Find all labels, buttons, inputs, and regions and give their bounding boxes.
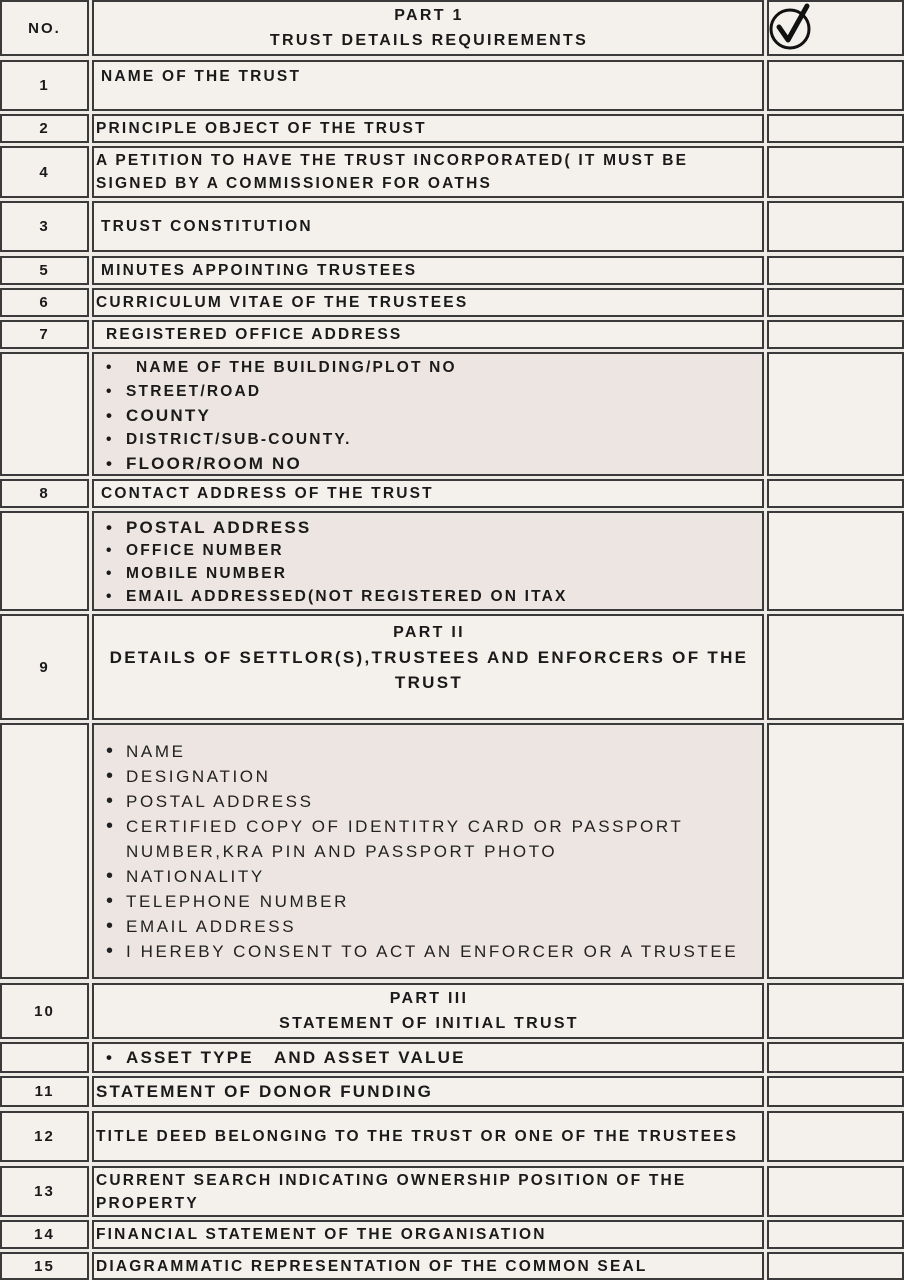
row-description (92, 60, 764, 111)
row-no-empty (0, 352, 89, 476)
office-address-list-cell (92, 352, 764, 476)
check-box[interactable] (767, 60, 904, 111)
check-box[interactable] (767, 983, 904, 1039)
row-description (92, 256, 764, 285)
header-check-cell (767, 0, 904, 56)
list-item: • FLOOR/ROOM NO (96, 452, 457, 476)
row-no (0, 288, 89, 317)
check-box[interactable] (767, 1252, 904, 1280)
row-text: REGISTERED OFFICE ADDRESS (106, 326, 403, 343)
list-item: • COUNTY (96, 404, 457, 428)
row-no-empty (0, 511, 89, 611)
check-box[interactable] (767, 256, 904, 285)
row-number: 14 (34, 1226, 55, 1243)
list-item: • DESIGNATION (96, 764, 762, 789)
row-number: 4 (39, 163, 50, 181)
list-item: • POSTAL ADDRESS (96, 789, 762, 814)
header-no-cell (0, 0, 89, 56)
row-no-empty (0, 723, 89, 979)
row-no (0, 201, 89, 252)
list-item: • OFFICE NUMBER (96, 539, 568, 562)
row-no (0, 114, 89, 143)
list-item: • NAME OF THE BUILDING/PLOT NO (96, 356, 457, 380)
row-number: 9 (39, 658, 50, 676)
check-box[interactable] (767, 1220, 904, 1249)
list-item: • EMAIL ADDRESS (96, 914, 762, 939)
check-box[interactable] (767, 479, 904, 508)
row-number: 3 (39, 218, 50, 235)
header-no-label: NO. (28, 19, 61, 37)
row-no (0, 1111, 89, 1162)
row-number: 10 (34, 1002, 55, 1020)
row-no (0, 1220, 89, 1249)
list-item: • CERTIFIED COPY OF IDENTITRY CARD OR PASSPORT NUMBER,KRA PIN AND PASSPORT PHOTO (96, 814, 762, 864)
row-number: 1 (39, 77, 50, 94)
list-item: • I HEREBY CONSENT TO ACT AN ENFORCER OR A TRUSTEE (96, 939, 762, 964)
row-description (92, 479, 764, 508)
row-description (92, 1220, 764, 1249)
row-text: MINUTES APPOINTING TRUSTEES (101, 262, 418, 279)
row-text: CURRENT SEARCH INDICATING OWNERSHIP POSITION OF THE PROPERTY (96, 1171, 687, 1212)
row-description (92, 201, 764, 252)
check-box[interactable] (767, 201, 904, 252)
check-box[interactable] (767, 1111, 904, 1162)
row-description (92, 1252, 764, 1280)
row-description (92, 1166, 764, 1217)
part-two-subtitle: DETAILS OF SETTLOR(S),TRUSTEES AND ENFORCERS OF THE TRUST (109, 648, 749, 692)
contact-address-list (96, 513, 568, 608)
check-circle-icon (769, 2, 815, 52)
check-box[interactable] (767, 1042, 904, 1073)
check-box[interactable] (767, 352, 904, 476)
part-subtitle: TRUST DETAILS REQUIREMENTS (269, 32, 589, 49)
row-text: TITLE DEED BELONGING TO THE TRUST OR ONE OF THE TRUSTEES (96, 1128, 739, 1145)
row-description (92, 146, 764, 198)
list-item: • NAME (96, 739, 762, 764)
row-no (0, 60, 89, 111)
row-text: PRINCIPLE OBJECT OF THE TRUST (96, 120, 427, 137)
part-three-subtitle: STATEMENT OF INITIAL TRUST (279, 1015, 579, 1032)
row-no (0, 1166, 89, 1217)
row-number: 5 (39, 262, 50, 279)
row-number: 7 (39, 326, 50, 343)
row-text: STATEMENT OF DONOR FUNDING (96, 1082, 434, 1101)
row-number: 13 (34, 1183, 55, 1200)
check-box[interactable] (767, 320, 904, 349)
check-box[interactable] (767, 288, 904, 317)
part-two-heading-cell (92, 614, 764, 720)
row-description (92, 114, 764, 143)
list-item: • DISTRICT/SUB-COUNTY. (96, 428, 457, 452)
check-box[interactable] (767, 614, 904, 720)
contact-address-list-cell (92, 511, 764, 611)
row-text: FINANCIAL STATEMENT OF THE ORGANISATION (96, 1226, 547, 1243)
row-no (0, 983, 89, 1039)
check-box[interactable] (767, 723, 904, 979)
row-no-empty (0, 1042, 89, 1073)
list-item: • ASSET TYPE AND ASSET VALUE (96, 1046, 466, 1070)
part-title: PART 1 (394, 7, 464, 24)
list-item: • TELEPHONE NUMBER (96, 889, 762, 914)
list-item: • MOBILE NUMBER (96, 562, 568, 585)
row-description (92, 288, 764, 317)
list-item: • STREET/ROAD (96, 380, 457, 404)
row-number: 12 (34, 1128, 55, 1145)
check-box[interactable] (767, 146, 904, 198)
row-number: 8 (39, 485, 50, 502)
list-item: • NATIONALITY (96, 864, 762, 889)
asset-list-cell (92, 1042, 764, 1073)
row-description (92, 1111, 764, 1162)
row-no (0, 1252, 89, 1280)
row-description (92, 320, 764, 349)
row-no (0, 146, 89, 198)
part-two-title: PART II (393, 624, 465, 641)
row-description (92, 1076, 764, 1107)
list-item: • EMAIL ADDRESSED(NOT REGISTERED ON ITAX (96, 585, 568, 608)
check-box[interactable] (767, 1166, 904, 1217)
header-part-cell (92, 0, 764, 56)
list-item: • POSTAL ADDRESS (96, 516, 568, 539)
row-text: CURRICULUM VITAE OF THE TRUSTEES (96, 294, 469, 311)
check-box[interactable] (767, 511, 904, 611)
row-text: NAME OF THE TRUST (101, 68, 302, 85)
asset-list (96, 1046, 466, 1070)
check-box[interactable] (767, 1076, 904, 1107)
row-text: A PETITION TO HAVE THE TRUST INCORPORATED( IT MUST BE SIGNED BY A COMMISSIONER FOR OATHS (96, 152, 689, 192)
row-number: 15 (34, 1257, 55, 1275)
office-address-list (96, 354, 457, 476)
row-no (0, 479, 89, 508)
row-text: TRUST CONSTITUTION (101, 218, 313, 235)
row-no (0, 614, 89, 720)
row-number: 11 (34, 1083, 55, 1100)
row-no (0, 320, 89, 349)
row-number: 6 (39, 294, 50, 311)
check-box[interactable] (767, 114, 904, 143)
person-detail-list-cell (92, 723, 764, 979)
row-text: CONTACT ADDRESS OF THE TRUST (101, 485, 434, 502)
person-detail-list (96, 725, 762, 964)
part-three-heading-cell (92, 983, 764, 1039)
part-three-title: PART III (389, 990, 469, 1007)
row-no (0, 256, 89, 285)
row-text: DIAGRAMMATIC REPRESENTATION OF THE COMMON SEAL (96, 1257, 648, 1275)
row-number: 2 (39, 120, 50, 137)
row-no (0, 1076, 89, 1107)
